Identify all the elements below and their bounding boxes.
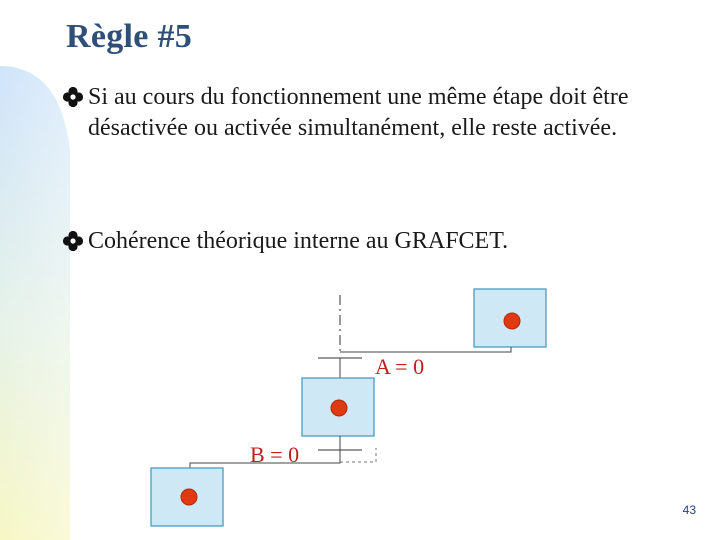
bullet-text: Si au cours du fonctionnement une même étape doit être désactivée ou activée simultanément, elle reste activée. bbox=[88, 84, 629, 141]
token-icon bbox=[331, 400, 347, 416]
slide-title: Règle #5 bbox=[66, 18, 193, 55]
token-icon bbox=[181, 489, 197, 505]
token-icon bbox=[504, 313, 520, 329]
page-number: 43 bbox=[682, 503, 696, 517]
bullet-text: Cohérence théorique interne au GRAFCET. bbox=[88, 228, 509, 254]
transition-label-a: A = 0 bbox=[375, 354, 425, 379]
link-line bbox=[340, 347, 511, 352]
transition-label-b: B = 0 bbox=[250, 442, 300, 467]
